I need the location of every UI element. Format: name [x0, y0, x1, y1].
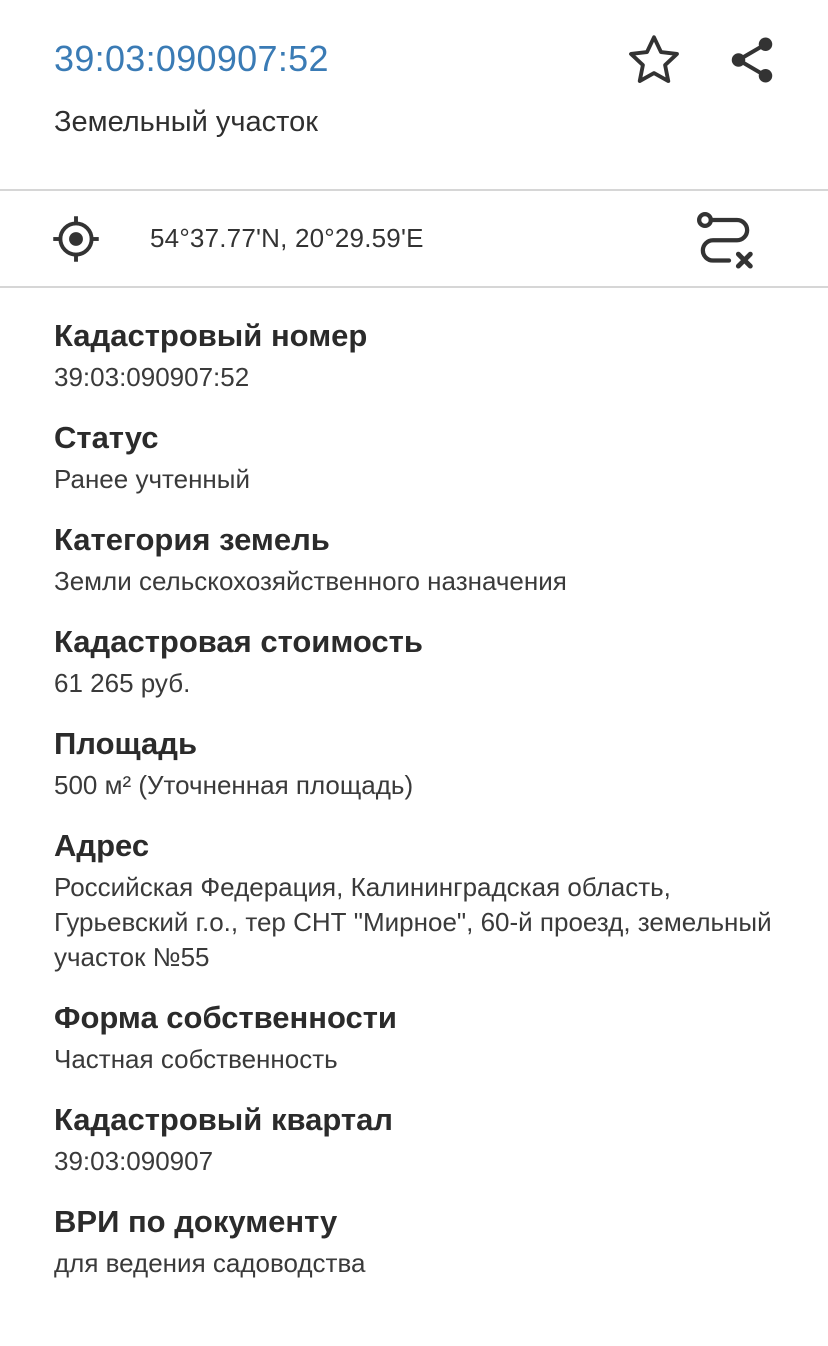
detail-value: 61 265 руб. [54, 668, 191, 698]
detail-value: Частная собственность [54, 1044, 338, 1074]
star-outline-icon [625, 31, 683, 89]
detail-label: Площадь [54, 726, 198, 761]
detail-label: Кадастровый квартал [54, 1102, 394, 1137]
crosshair-target-icon [50, 213, 102, 265]
coordinates-row [0, 191, 828, 286]
detail-label: ВРИ по документу [54, 1204, 338, 1239]
detail-label: Кадастровая стоимость [54, 624, 423, 659]
cadastral-number-title[interactable]: 39:03:090907:52 [54, 38, 329, 79]
detail-value: для ведения садоводства [54, 1248, 366, 1278]
coordinates-text[interactable]: 54°37.77'N, 20°29.59'E [150, 223, 424, 253]
favorite-button[interactable] [622, 28, 686, 92]
detail-label: Категория земель [54, 522, 330, 557]
route-button[interactable] [690, 205, 760, 275]
detail-address [54, 826, 794, 975]
detail-label: Адрес [54, 828, 150, 863]
coordinates-divider [0, 286, 828, 288]
share-icon [725, 33, 779, 87]
details-list [54, 316, 794, 1304]
detail-permitted-use [54, 1202, 794, 1281]
detail-ownership-form [54, 998, 794, 1077]
detail-label: Форма собственности [54, 1000, 397, 1035]
detail-land-category [54, 520, 794, 599]
detail-label: Статус [54, 420, 159, 455]
detail-area [54, 724, 794, 803]
object-type-subtitle: Земельный участок [54, 106, 318, 138]
object-header [0, 0, 828, 190]
detail-cadastral-cost [54, 622, 794, 701]
detail-cadastral-quarter [54, 1100, 794, 1179]
detail-value: Ранее учтенный [54, 464, 250, 494]
share-button[interactable] [720, 28, 784, 92]
route-cancel-icon [693, 208, 757, 272]
detail-value: 39:03:090907:52 [54, 362, 250, 392]
detail-value: 500 м² (Уточненная площадь) [54, 770, 414, 800]
detail-cadastral-number [54, 316, 794, 395]
detail-value: Российская Федерация, Калининградская область, Гурьевский г.о., тер СНТ "Мирное", 60-й проезд, земельный участок №55 [54, 872, 772, 972]
locate-button[interactable] [44, 207, 108, 271]
detail-value: Земли сельскохозяйственного назначения [54, 566, 567, 596]
detail-label: Кадастровый номер [54, 318, 368, 353]
detail-status [54, 418, 794, 497]
detail-value: 39:03:090907 [54, 1146, 214, 1176]
